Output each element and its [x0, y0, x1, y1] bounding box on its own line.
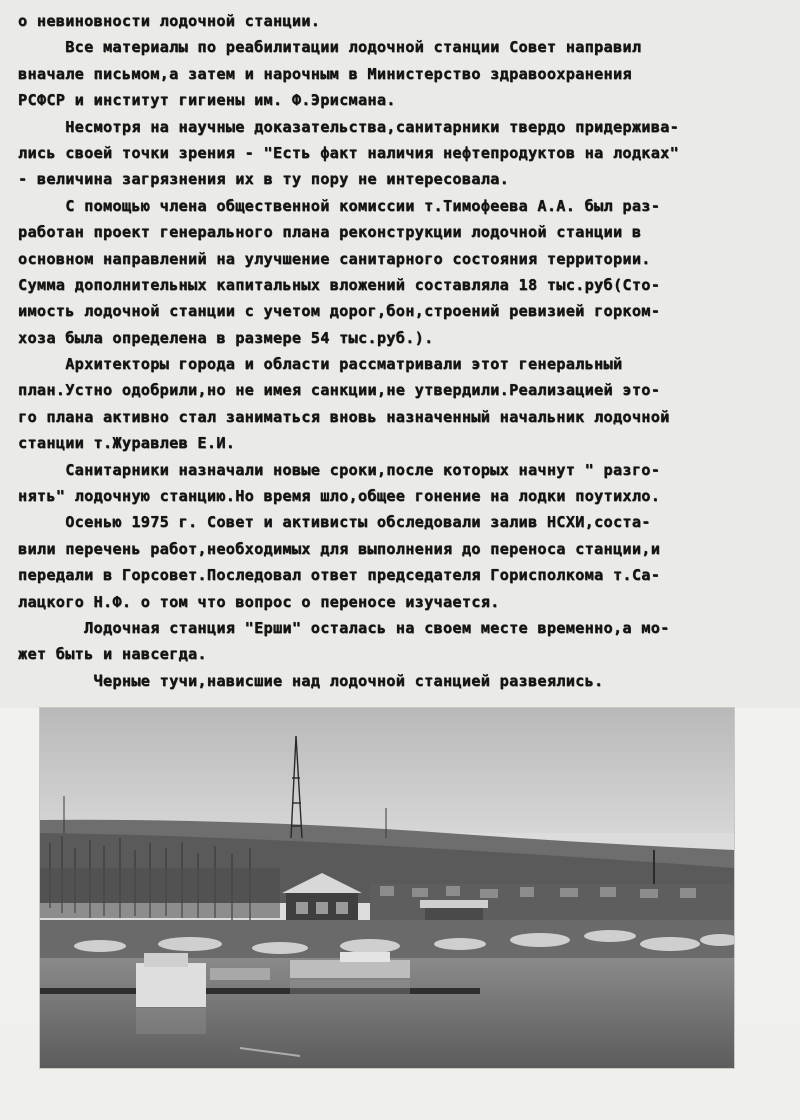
text-line: имость лодочной станции с учетом дорог,бон,строений ревизией горком- [18, 302, 661, 321]
text-line: хоза была определена в размере 54 тыс.руб.). [18, 328, 434, 347]
text-line: передали в Горсовет.Последовал ответ председателя Горисполкома т.Са- [18, 566, 661, 585]
text-line: - величина загрязнения их в ту пору не интересовала. [18, 170, 510, 189]
text-line: жет быть и навсегда. [18, 645, 207, 664]
pier [40, 988, 480, 994]
text-line: Черные тучи,нависшие над лодочной станцией развеялись. [18, 671, 604, 690]
text-line: го плана активно стал заниматься вновь назначенный начальник лодочной [18, 407, 670, 426]
text-line: РСФСР и институт гигиены им. Ф.Эрисмана. [18, 91, 396, 110]
text-line: Санитарники назначали новые сроки,после которых начнут " разго- [18, 460, 661, 479]
text-line: вначале письмом,а затем и нарочным в Министерство здравоохранения [18, 64, 632, 83]
text-line: лись своей точки зрения - "Есть факт наличия нефтепродуктов на лодках" [18, 143, 680, 162]
text-line: вили перечень работ,необходимых для выполнения до переноса станции,и [18, 539, 661, 558]
typewritten-text [18, 8, 788, 694]
text-line: основном направлений на улучшение санитарного состояния территории. [18, 249, 651, 268]
text-line: Лодочная станция "Ерши" осталась на своем месте временно,а мо- [18, 618, 670, 637]
text-line: лацкого Н.Ф. о том что вопрос о переносе изучается. [18, 592, 500, 611]
text-line: Осенью 1975 г. Совет и активисты обследовали залив НСХИ,соста- [18, 513, 651, 532]
text-line: Несмотря на научные доказательства,санитарники твердо придерживa- [18, 117, 680, 136]
text-line: С помощью члена общественной комиссии т.Тимофеева А.А. был раз- [18, 196, 661, 215]
text-line: Все материалы по реабилитации лодочной станции Совет направил [18, 38, 642, 57]
text-line: Сумма дополнительных капитальных вложений составляла 18 тыс.руб(Сто- [18, 275, 661, 294]
sky [40, 708, 734, 833]
text-line: нять" лодочную станцию.Но время шло,общее гонение на лодки поутихло. [18, 487, 661, 506]
text-line: работан проект генерального плана реконструкции лодочной станции в [18, 223, 642, 242]
text-line: о невиновности лодочной станции. [18, 12, 321, 30]
text-line: Архитекторы города и области рассматривали этот генеральный [18, 355, 623, 374]
text-line: станции т.Журавлев Е.И. [18, 434, 236, 453]
text-line: план.Устно одобрили,но не имея санкции,не утвердили.Реализацией это- [18, 381, 661, 400]
boat-station-photo [40, 708, 734, 1068]
